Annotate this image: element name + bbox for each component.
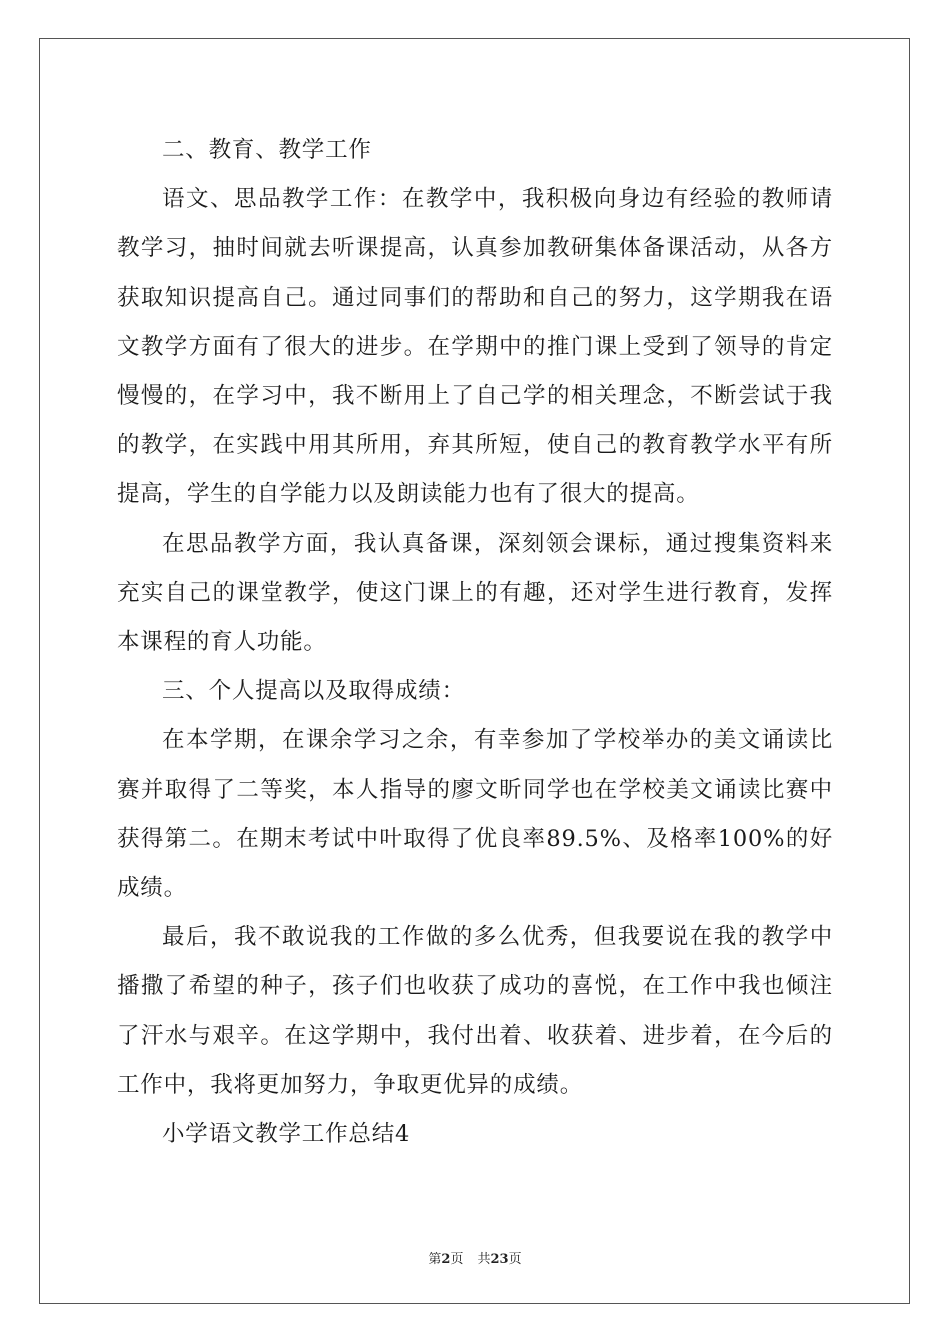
next-section-title: 小学语文教学工作总结4 — [162, 1121, 411, 1148]
paragraph-moral-teaching: 在思品教学方面，我认真备课，深刻领会课标，通过搜集资料来充实自己的课堂教学，使这门课上的有趣，还对学生进行教育，发挥本课程的育人功能。 — [117, 530, 833, 656]
total-suffix: 页 — [508, 1252, 522, 1267]
paragraph-chinese-teaching: 语文、思品教学工作：在教学中，我积极向身边有经验的教师请教学习，抽时间就去听课提高，认真参加教研集体备课活动，从各方获取知识提高自己。通过同事们的帮助和自己的努力，这学期我在语文教学方面有了很大的进步。在学期中的推门课上受到了领导的肯定慢慢的，在学习中，我不断用上了自己学的相关理念，不断尝试于我的教学，在实践中用其所用，弃其所短，使自己的教育教学水平有所提高，学生的自学能力以及朗读能力也有了很大的提高。 — [117, 186, 833, 508]
total-prefix: 共 — [477, 1252, 491, 1267]
paragraph-conclusion: 最后，我不敢说我的工作做的多么优秀，但我要说在我的教学中播撒了希望的种子，孩子们也收获了成功的喜悦，在工作中我也倾注了汗水与艰辛。在这学期中，我付出着、收获着、进步着，在今后的工作中，我将更加努力，争取更优异的成绩。 — [117, 924, 833, 1098]
page-suffix: 页 — [450, 1252, 464, 1267]
document-body — [117, 126, 833, 1159]
section-heading-education: 二、教育、教学工作 — [162, 137, 372, 163]
current-page-number: 2 — [441, 1252, 451, 1267]
page-prefix: 第 — [428, 1252, 442, 1267]
total-pages-number: 23 — [490, 1252, 509, 1267]
page-footer — [0, 1248, 950, 1267]
paragraph-achievements: 在本学期，在课余学习之余，有幸参加了学校举办的美文诵读比赛并取得了二等奖，本人指导的廖文昕同学也在学校美文诵读比赛中获得第二。在期末考试中叶取得了优良率89.5%、及格率100%的好成绩。 — [117, 727, 833, 902]
section-heading-achievements: 三、个人提高以及取得成绩： — [162, 678, 465, 705]
